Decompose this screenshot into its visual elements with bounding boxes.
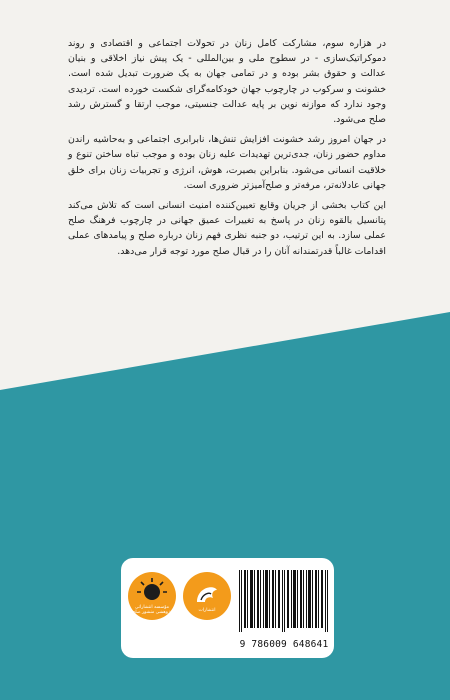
blurb-paragraph-2: در جهان امروز رشد خشونت افزایش تنش‌ها، نابرابری اجتماعی و به‌حاشیه راندن مداوم حضور زنان، جدی‌ترین تهدیدات علیه زنان بوده و موجب تباه ساختن تنوع و خلاقیت انسانی می‌شود. بنابراین بصیرت، هوش، انرژی و تجربیات زنان برای خلق جهانی عادلانه‌تر، مرفه‌تر و صلح‌آمیزتر ضروری است. [68,134,386,191]
barcode-icon [237,568,331,634]
publisher-left-label: مؤسسه انتشاراتی پژوهشی منشور صلح [132,605,172,615]
publisher-barcode-panel [121,558,334,658]
publisher-mid-label: انتشارات [198,608,216,613]
isbn-barcode [237,568,331,650]
blurb-paragraph-3: این کتاب بخشی از جریان وقایع تعیین‌کننده امنیت انسانی است که تلاش می‌کند پتانسیل بالقوه زنان در پاسخ به تغییرات عمیق جهانی در چارچوب فرهنگ صلح عملی سازد. به این ترتیب، دو جنبه نظری فهم زنان درباره صلح و پیامدهای عملی اقدامات غالباً قدرتمندانه آنان را در قبال صلح مورد توجه قرار می‌دهد. [68,200,386,257]
publisher-logo-left [128,572,176,620]
isbn-number: 9 786009 648641 [239,639,329,650]
publisher-logo-middle [183,572,231,620]
blurb-text [68,36,386,264]
blurb-paragraph-1: در هزاره سوم، مشارکت کامل زنان در تحولات اجتماعی و اقتصادی و روند دموکراتیک‌سازی - در سطوح ملی و بین‌المللی - یک پیش نیاز اخلاقی و بنیان عدالت و حقوق بشر بوده و در تمامی جهان به یک ضرورت تبدیل شده است. خشونت و سرکوب در چارچوب جهان خودکامه‌گرای شکست خورده است. تردیدی وجود ندارد که موازنه نوین بر پایه عدالت جنسیتی، موجب ارتقا و گسترش رشد صلح می‌شود. [68,38,386,126]
